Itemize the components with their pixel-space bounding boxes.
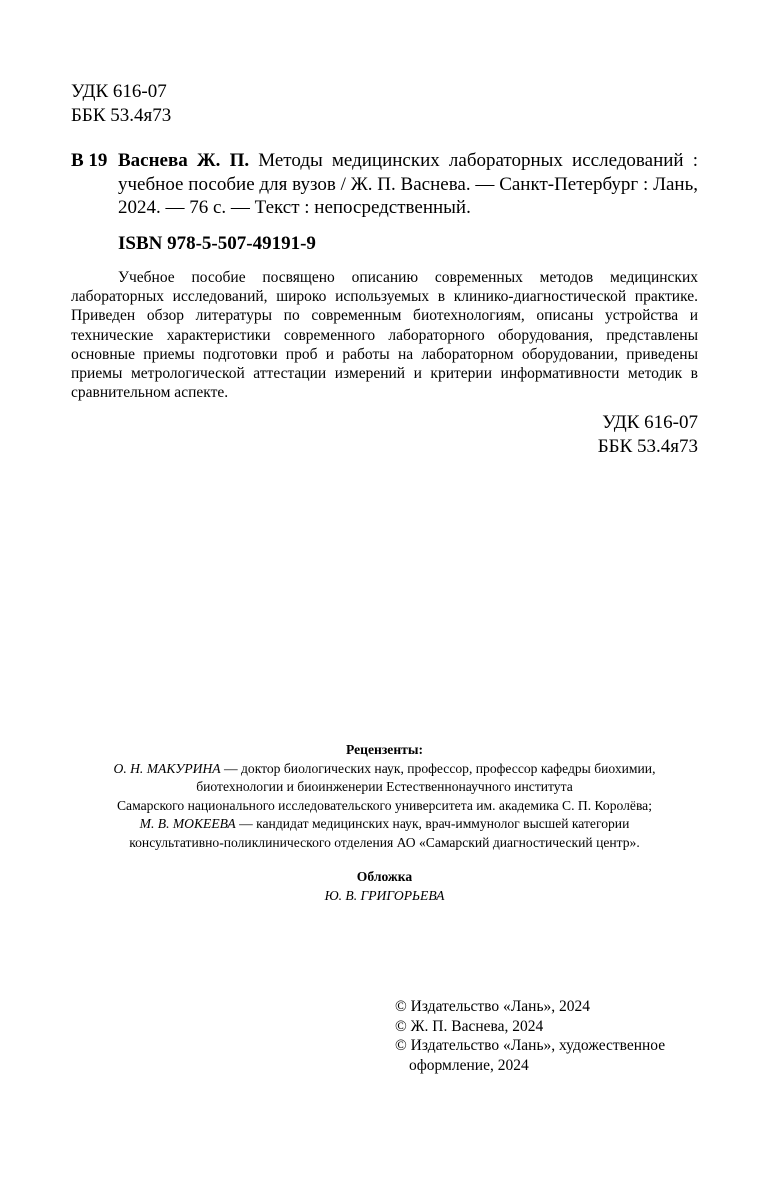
cover-block (0, 868, 769, 905)
cover-artist: Ю. В. ГРИГОРЬЕВА (324, 887, 445, 903)
isbn: ISBN 978-5-507-49191-9 (118, 233, 316, 254)
reviewer-1 (0, 760, 769, 779)
reviewer-1-desc: — доктор биологических наук, профессор, профессор кафедры биохимии, (220, 760, 656, 776)
classification-codes-bottom (598, 411, 698, 459)
reviewers-heading: Рецензенты: (345, 742, 423, 757)
copyright-design: © Издательство «Лань», художественное (395, 1037, 666, 1054)
reviewer-1-name: О. Н. МАКУРИНА (113, 760, 221, 776)
author-mark: В 19 (71, 150, 108, 171)
classification-codes-top (71, 80, 171, 128)
reviewer-1-desc-line-3: Самарского национального исследовательского университета им. академика С. П. Королёва; (116, 797, 652, 813)
udk-code: УДК 616-07 (71, 81, 167, 102)
author-name: Васнева Ж. П. (118, 150, 250, 171)
reviewer-2-desc-line-2: консультативно-поликлинического отделения АО «Самарский диагностический центр». (129, 834, 640, 850)
reviewer-2 (0, 815, 769, 834)
bbk-code: ББК 53.4я73 (71, 105, 172, 126)
reviewer-2-desc: — кандидат медицинских наук, врач-иммунолог высшей категории (235, 816, 630, 831)
reviewer-1-desc-line-2: биотехнологии и биоинженерии Естественнонаучного института (196, 779, 573, 794)
catalog-entry (71, 149, 698, 220)
copyright-design-cont: оформление, 2024 (409, 1056, 529, 1074)
bbk-code-repeat: ББК 53.4я73 (597, 436, 698, 457)
cover-heading: Обложка (356, 869, 413, 884)
copyright-publisher: © Издательство «Лань», 2024 (395, 998, 591, 1015)
udk-code-repeat: УДК 616-07 (602, 412, 698, 433)
copyright-block (395, 997, 665, 1075)
abstract: Учебное пособие посвящено описанию современных методов медицинских лабораторных исследований, широко используемых в клинико-диагностической практике. Приведен обзор литературы по современным биотехнологиям, описаны устройства и технические характеристики современного лабораторного оборудования, представлены основные приемы подготовки проб и работы на лабораторном оборудовании, приведены приемы метрологической аттестации измерений и критерии информативности методик в сравнительном аспекте. (71, 269, 698, 402)
reviewers-block (0, 741, 769, 852)
copyright-author: © Ж. П. Васнева, 2024 (395, 1017, 544, 1035)
reviewer-2-name: М. В. МОКЕЕВА (139, 816, 236, 831)
description-text: Методы медицинских лабораторных исследований : учебное пособие для вузов / Ж. П. Васнева. — Санкт-Петербург : Лань, 2024. — 76 с. — Текст : непосредственный. (118, 150, 698, 218)
bibliographic-description (118, 149, 698, 220)
